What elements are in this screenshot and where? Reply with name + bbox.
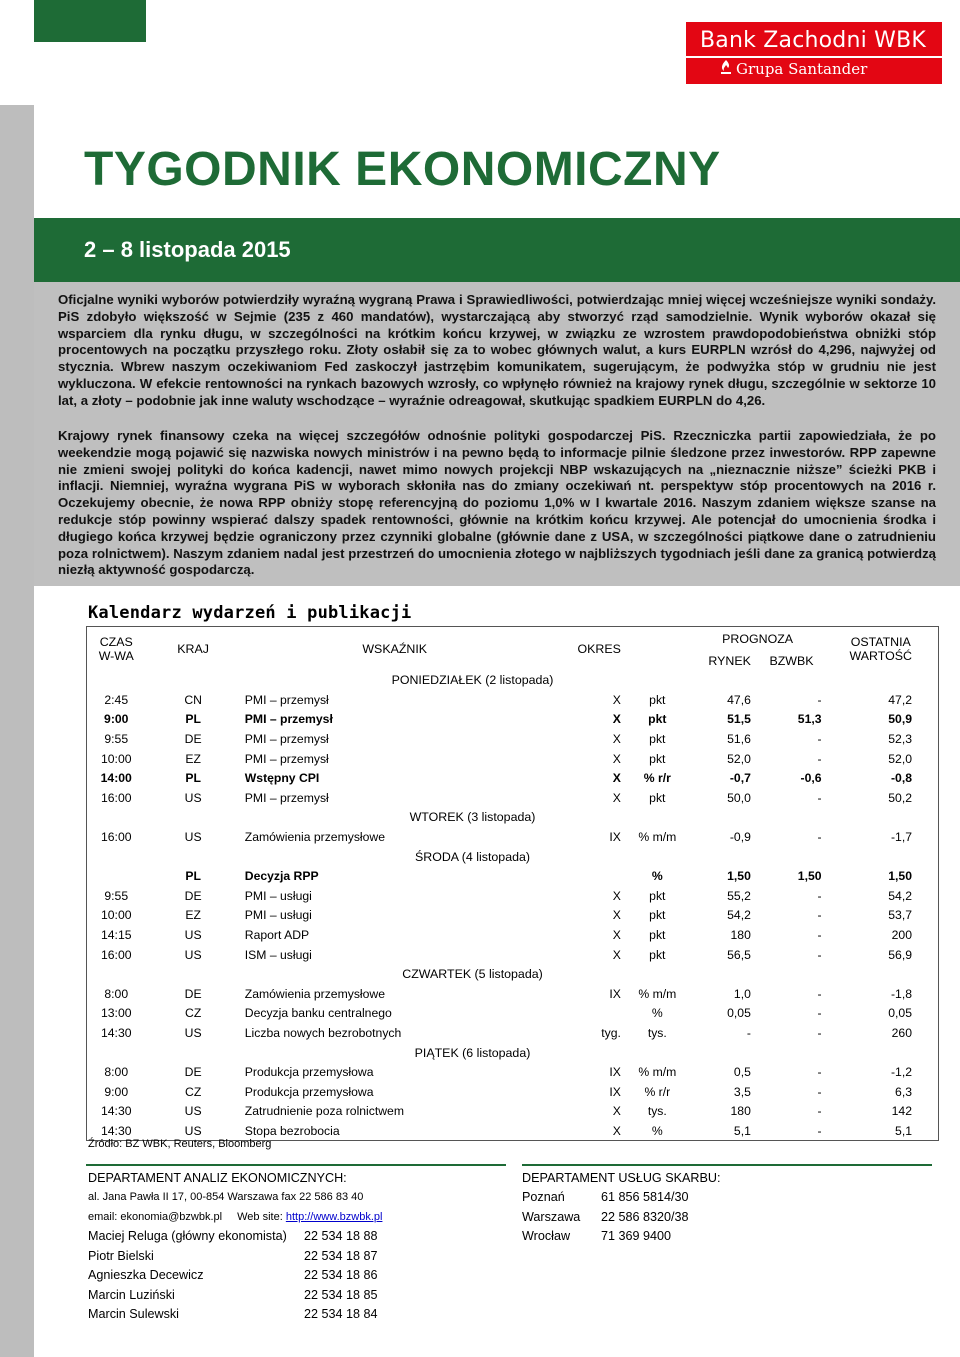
date-banner <box>34 218 960 282</box>
day-header-row <box>87 671 939 691</box>
cell-period: X <box>612 732 621 747</box>
cell-period: X <box>612 712 621 727</box>
cell-indicator: PMI – przemysł <box>244 732 329 747</box>
cell-forecast-market: 56,5 <box>727 947 751 962</box>
cell-time: 14:15 <box>101 928 132 943</box>
header-rynek: RYNEK <box>708 653 751 668</box>
cell-time: 8:00 <box>104 1065 129 1080</box>
cell-country: DE <box>184 888 202 903</box>
cell-unit: pkt <box>649 947 666 962</box>
cell-period: X <box>612 1104 621 1119</box>
cell-last-value: -0,8 <box>890 771 912 786</box>
cell-forecast-market: - <box>746 1025 751 1040</box>
cell-forecast-bzwbk: 1,50 <box>797 869 822 884</box>
cell-unit: % m/m <box>638 1065 677 1080</box>
cell-last-value: -1,7 <box>890 830 912 845</box>
cell-forecast-market: 5,1 <box>733 1123 751 1138</box>
day-label: ŚRODA (4 listopada) <box>414 849 530 864</box>
day-label: WTOREK (3 listopada) <box>409 810 536 825</box>
cell-forecast-bzwbk: - <box>817 830 822 845</box>
table-row <box>87 768 939 788</box>
cell-last-value: 53,7 <box>888 908 912 923</box>
left-gray-strip <box>0 105 34 1357</box>
cell-period: X <box>612 771 621 786</box>
economist-name: Piotr Bielski <box>88 1248 154 1263</box>
cell-unit: pkt <box>649 908 666 923</box>
cell-time: 9:00 <box>104 712 129 727</box>
cell-period <box>467 866 631 886</box>
table-row <box>87 1082 939 1102</box>
calendar-body <box>87 671 939 1141</box>
cell-forecast-market: 0,05 <box>727 1006 751 1021</box>
cell-forecast-market: -0,9 <box>729 830 751 845</box>
cell-forecast-market: 50,0 <box>727 790 751 805</box>
economist-name: Agnieszka Decewicz <box>88 1268 204 1283</box>
office-city: Wrocław <box>522 1229 571 1244</box>
table-row <box>87 1102 939 1122</box>
cell-forecast-bzwbk: - <box>817 732 822 747</box>
office-city: Poznań <box>522 1190 565 1204</box>
cell-time: 14:30 <box>101 1104 132 1119</box>
cell-forecast-bzwbk: - <box>817 947 822 962</box>
cell-forecast-bzwbk: - <box>817 908 822 923</box>
dept-analysis-heading: DEPARTAMENT ANALIZ EKONOMICZNYCH: <box>88 1171 347 1185</box>
header-last-value: OSTATNIA WARTOŚĆ <box>849 634 912 663</box>
cell-forecast-market: 51,6 <box>727 732 751 747</box>
cell-last-value: 52,0 <box>888 751 912 766</box>
cell-country: US <box>184 830 202 845</box>
logo-bank-name: Bank Zachodni WBK <box>700 28 926 53</box>
table-row <box>87 906 939 926</box>
economist-phone: 22 534 18 88 <box>304 1229 378 1243</box>
summary-box <box>34 282 960 586</box>
web-site-link[interactable]: http://www.bzwbk.pl <box>285 1211 383 1223</box>
cell-last-value: 0,05 <box>888 1006 912 1021</box>
day-label: PIĄTEK (6 listopada) <box>414 1045 531 1060</box>
cell-period: IX <box>609 986 621 1001</box>
cell-indicator: ISM – usługi <box>244 947 312 962</box>
cell-unit: % r/r <box>644 1084 671 1099</box>
cell-time: 16:00 <box>101 790 132 805</box>
cell-country: US <box>184 947 202 962</box>
cell-forecast-market: 52,0 <box>727 751 751 766</box>
cell-forecast-market: 47,6 <box>727 692 751 707</box>
table-row <box>87 729 939 749</box>
office-phone: 22 586 8320/38 <box>601 1209 689 1224</box>
table-row <box>87 1062 939 1082</box>
cell-country: EZ <box>185 751 201 766</box>
economist-phone: 22 534 18 86 <box>304 1268 378 1283</box>
economist-phone: 22 534 18 85 <box>304 1287 378 1302</box>
cell-period: X <box>612 692 621 707</box>
cell-indicator: PMI – przemysł <box>244 692 329 707</box>
cell-period: X <box>612 908 621 923</box>
table-row <box>87 866 939 886</box>
cell-last-value: 5,1 <box>895 1123 912 1138</box>
footer-divider-right <box>522 1164 932 1166</box>
table-row <box>87 788 939 808</box>
cell-country: EZ <box>185 908 201 923</box>
cell-last-value: 260 <box>891 1025 912 1040</box>
cell-forecast-market: 1,0 <box>733 986 751 1001</box>
cell-time <box>87 866 146 886</box>
cell-last-value: 1,50 <box>888 869 912 884</box>
cell-indicator: PMI – usługi <box>244 908 312 923</box>
cell-period: X <box>612 1123 621 1138</box>
cell-unit: pkt <box>649 732 666 747</box>
cell-forecast-market: 54,2 <box>727 908 751 923</box>
cell-period <box>467 1004 631 1024</box>
date-range: 2 – 8 listopada 2015 <box>84 237 291 262</box>
cell-forecast-bzwbk: - <box>817 751 822 766</box>
table-row <box>87 925 939 945</box>
table-row <box>87 827 939 847</box>
cell-last-value: 47,2 <box>888 692 912 707</box>
economist-phone: 22 534 18 87 <box>304 1248 378 1263</box>
cell-unit: % r/r <box>643 771 671 786</box>
cell-period: X <box>612 947 621 962</box>
cell-indicator: Zatrudnienie poza rolnictwem <box>244 1104 404 1119</box>
table-row <box>87 1023 939 1043</box>
cell-indicator: PMI – przemysł <box>244 712 333 727</box>
cell-unit: % m/m <box>638 986 677 1001</box>
cell-period: IX <box>609 1065 621 1080</box>
cell-indicator: Produkcja przemysłowa <box>244 1065 374 1080</box>
cell-time: 10:00 <box>101 908 132 923</box>
dept-treasury-heading: DEPARTAMENT USŁUG SKARBU: <box>522 1171 721 1185</box>
cell-indicator: PMI – przemysł <box>244 751 329 766</box>
day-header-row <box>87 808 939 828</box>
cell-country: US <box>184 1025 202 1040</box>
cell-last-value: 50,2 <box>888 790 912 805</box>
cell-last-value: 52,3 <box>888 732 912 747</box>
cell-forecast-bzwbk: - <box>817 1084 822 1099</box>
cell-indicator: Raport ADP <box>244 928 310 943</box>
dept-email: email: ekonomia@bzwbk.pl <box>88 1211 223 1223</box>
cell-time: 14:30 <box>101 1025 132 1040</box>
cell-country: DE <box>184 732 202 747</box>
cell-unit: pkt <box>648 712 667 727</box>
header-forecast: PROGNOZA <box>722 631 794 646</box>
cell-time: 2:45 <box>104 692 129 707</box>
web-site-label: Web site: <box>237 1211 283 1223</box>
cell-last-value: 142 <box>891 1104 912 1119</box>
cell-country: CZ <box>185 1084 202 1099</box>
cell-indicator: Zamówienia przemysłowe <box>244 986 385 1001</box>
cell-period: X <box>612 888 621 903</box>
cell-country: CN <box>184 692 202 707</box>
cell-unit: tys. <box>647 1025 667 1040</box>
cell-time: 9:55 <box>104 888 129 903</box>
page-title: TYGODNIK EKONOMICZNY <box>84 143 721 196</box>
header-time: CZAS W-WA <box>98 634 134 663</box>
cell-forecast-market: 55,2 <box>727 888 751 903</box>
cell-country: US <box>184 928 202 943</box>
header-indicator: WSKAŹNIK <box>362 641 428 656</box>
cell-last-value: 6,3 <box>895 1084 912 1099</box>
day-label: PONIEDZIAŁEK (2 listopada) <box>391 673 554 688</box>
cell-period: IX <box>609 1084 621 1099</box>
cell-time: 14:00 <box>100 771 132 786</box>
cell-time: 9:00 <box>104 1084 129 1099</box>
cell-indicator: Zamówienia przemysłowe <box>244 830 385 845</box>
cell-forecast-market: 51,5 <box>727 712 751 727</box>
cell-forecast-bzwbk: - <box>817 1065 822 1080</box>
cell-country: US <box>184 1123 202 1138</box>
cell-last-value: 50,9 <box>888 712 912 727</box>
cell-indicator: Produkcja przemysłowa <box>244 1084 374 1099</box>
table-row <box>87 984 939 1004</box>
cell-unit: % m/m <box>638 830 677 845</box>
cell-forecast-bzwbk: - <box>817 1123 822 1138</box>
cell-forecast-bzwbk: - <box>817 1006 822 1021</box>
cell-period: X <box>612 928 621 943</box>
cell-indicator: Liczba nowych bezrobotnych <box>244 1025 402 1040</box>
cell-period: tyg. <box>601 1025 621 1040</box>
office-phone: 61 856 5814/30 <box>601 1190 689 1204</box>
table-row <box>87 690 939 710</box>
day-header-row <box>87 964 939 984</box>
cell-indicator: Decyzja banku centralnego <box>244 1006 392 1021</box>
cell-unit: % <box>651 869 663 884</box>
cell-country: DE <box>184 1065 202 1080</box>
cell-indicator: Wstępny CPI <box>244 771 320 786</box>
summary-paragraph-2: Krajowy rynek finansowy czeka na więcej szczegółów odnośnie polityki gospodarczej PiS. Rzeczniczka partii zapowiedziała, że po weekendzie mogą pojawić się nazwiska nowych ministrów i na pewno będą to informacje pilnie śledzone przez inwestorów. RPP zapewne nie zmieni swojej polityki do końca kadencji, nawet mimo nowych projekcji NBP wskazujących na „nieznacznie niższe” ścieżki PKB i inflacji. Niemniej, wyraźna wygrana PiS w wyborach skłoniła nas do zmiany oczekiwań nt. perspektyw stóp procentowych na 2016 r. Oczekujemy obecnie, że nowa RPP obniży stopę referencyjną do poziomu 1,0% w I kwartale 2016. Naszym zdaniem większe szanse na redukcje stóp powinny wspierać dalszy spadek rentowności, głównie na krótkim końcu krzywej. Ale potencjał do umocnienia środka i długiego końca krzywej będzie ograniczony przez czynniki globalne (głównie dane z USA, w szczególności piątkowe dane o zatrudnieniu poza rolnictwem). Naszym zdaniem nadal jest przestrzeń do umocnienia złotego w najbliższych tygodniach jeśli dane za granicą potwierdzą niezłą aktywność gospodarczą. <box>58 428 936 578</box>
dept-address: al. Jana Pawła II 17, 00-854 Warszawa fax 22 586 83 40 <box>88 1191 364 1203</box>
day-header-row <box>87 1043 939 1063</box>
cell-unit: tys. <box>647 1104 667 1119</box>
cell-country: CZ <box>185 1006 202 1021</box>
table-row <box>87 945 939 965</box>
cell-time: 16:00 <box>101 947 132 962</box>
cell-time: 16:00 <box>101 830 132 845</box>
cell-unit: pkt <box>649 751 666 766</box>
cell-unit: pkt <box>649 888 666 903</box>
dept-contact-line <box>88 1211 382 1223</box>
cell-forecast-market: 180 <box>730 1104 751 1119</box>
table-source: Źródło: BZ WBK, Reuters, Bloomberg <box>88 1138 272 1150</box>
cell-indicator: PMI – usługi <box>244 888 312 903</box>
cell-unit: % <box>651 1006 663 1021</box>
cell-country: PL <box>185 771 201 786</box>
footer-divider-left <box>86 1164 506 1166</box>
day-header-row <box>87 847 939 867</box>
cell-forecast-bzwbk: -0,6 <box>800 771 822 786</box>
calendar-table <box>86 626 939 1141</box>
cell-forecast-market: 1,50 <box>727 869 751 884</box>
cell-period: IX <box>609 830 621 845</box>
calendar-title: Kalendarz wydarzeń i publikacji <box>88 603 412 623</box>
economist-name: Marcin Luziński <box>88 1287 175 1302</box>
cell-last-value: -1,2 <box>890 1065 912 1080</box>
cell-indicator: Decyzja RPP <box>244 869 319 884</box>
economist-name: Marcin Sulewski <box>88 1307 179 1322</box>
cell-last-value: 56,9 <box>888 947 912 962</box>
cell-forecast-bzwbk: - <box>817 1025 822 1040</box>
cell-period: X <box>612 751 621 766</box>
cell-time: 8:00 <box>104 986 129 1001</box>
summary-paragraph-1: Oficjalne wyniki wyborów potwierdziły wyraźną wygraną Prawa i Sprawiedliwości, potwierdzając mniej więcej wcześniejsze wyniki sondaży. PiS zdobyło większość w Sejmie (235 z 460 mandatów), wystarczającą aby stworzyć rząd samodzielnie. Wynik wyborów okazał się wsparciem dla rynku długu, w szczególności na krótkim końcu krzywej, w związku ze wzrostem prawdopodobieństwa obniżki stóp procentowych na początku przyszłego roku. Złoty osłabił się za to wobec głównych walut, a kurs EURPLN wzrósł do 4,296, najwyżej od stycznia. Wbrew naszym oczekiwaniom Fed zaskoczył jastrzębim komunikatem, sugerującym, że podwyżka stóp w grudniu nie jest wykluczona. W efekcie rentowności na rynkach bazowych wzrosły, co wpłynęło również na krajowy rynek długu, szczególnie w sektorze 10 lat, a złoty – podobnie jak inne waluty wschodzące – wyraźnie odreagował, skutkując spadkiem EURPLN do 4,26. <box>58 292 936 408</box>
cell-forecast-market: 3,5 <box>733 1084 751 1099</box>
cell-indicator: Stopa bezrobocia <box>244 1123 340 1138</box>
office-city: Warszawa <box>522 1209 581 1224</box>
header-period: OKRES <box>577 641 621 656</box>
economist-name: Maciej Reluga (główny ekonomista) <box>88 1229 287 1243</box>
cell-last-value: 200 <box>891 928 912 943</box>
header-country: KRAJ <box>177 641 209 656</box>
cell-country: US <box>184 1104 202 1119</box>
top-green-accent <box>34 0 146 42</box>
cell-period: X <box>612 790 621 805</box>
cell-forecast-bzwbk: - <box>817 888 822 903</box>
cell-unit: pkt <box>649 928 666 943</box>
cell-forecast-bzwbk: - <box>817 928 822 943</box>
table-row <box>87 886 939 906</box>
bank-logo <box>686 22 942 84</box>
cell-country: PL <box>185 869 201 884</box>
cell-indicator: PMI – przemysł <box>244 790 329 805</box>
cell-forecast-market: -0,7 <box>729 771 751 786</box>
cell-time: 10:00 <box>101 751 132 766</box>
cell-forecast-bzwbk: - <box>817 1104 822 1119</box>
table-row <box>87 1004 939 1024</box>
cell-country: DE <box>184 986 202 1001</box>
office-phone: 71 369 9400 <box>601 1229 672 1244</box>
cell-forecast-bzwbk: - <box>817 692 822 707</box>
logo-divider <box>686 56 942 58</box>
santander-flame-icon <box>720 60 732 74</box>
table-row <box>87 749 939 769</box>
day-label: CZWARTEK (5 listopada) <box>402 967 543 982</box>
cell-country: US <box>184 790 202 805</box>
cell-unit: pkt <box>649 790 666 805</box>
cell-forecast-bzwbk: - <box>817 790 822 805</box>
logo-group-name: Grupa Santander <box>736 60 868 78</box>
table-row <box>87 710 939 730</box>
cell-time: 14:30 <box>101 1123 132 1138</box>
cell-forecast-bzwbk: 51,3 <box>797 712 822 727</box>
cell-forecast-market: 180 <box>730 928 751 943</box>
cell-country: PL <box>185 712 201 727</box>
cell-last-value: -1,8 <box>890 986 912 1001</box>
cell-last-value: 54,2 <box>888 888 912 903</box>
economist-phone: 22 534 18 84 <box>304 1307 378 1322</box>
cell-unit: % <box>651 1123 663 1138</box>
cell-forecast-market: 0,5 <box>733 1065 751 1080</box>
cell-time: 9:55 <box>104 732 129 747</box>
header-bzwbk: BZWBK <box>769 653 814 668</box>
cell-unit: pkt <box>649 692 666 707</box>
cell-forecast-bzwbk: - <box>817 986 822 1001</box>
cell-time: 13:00 <box>101 1006 132 1021</box>
